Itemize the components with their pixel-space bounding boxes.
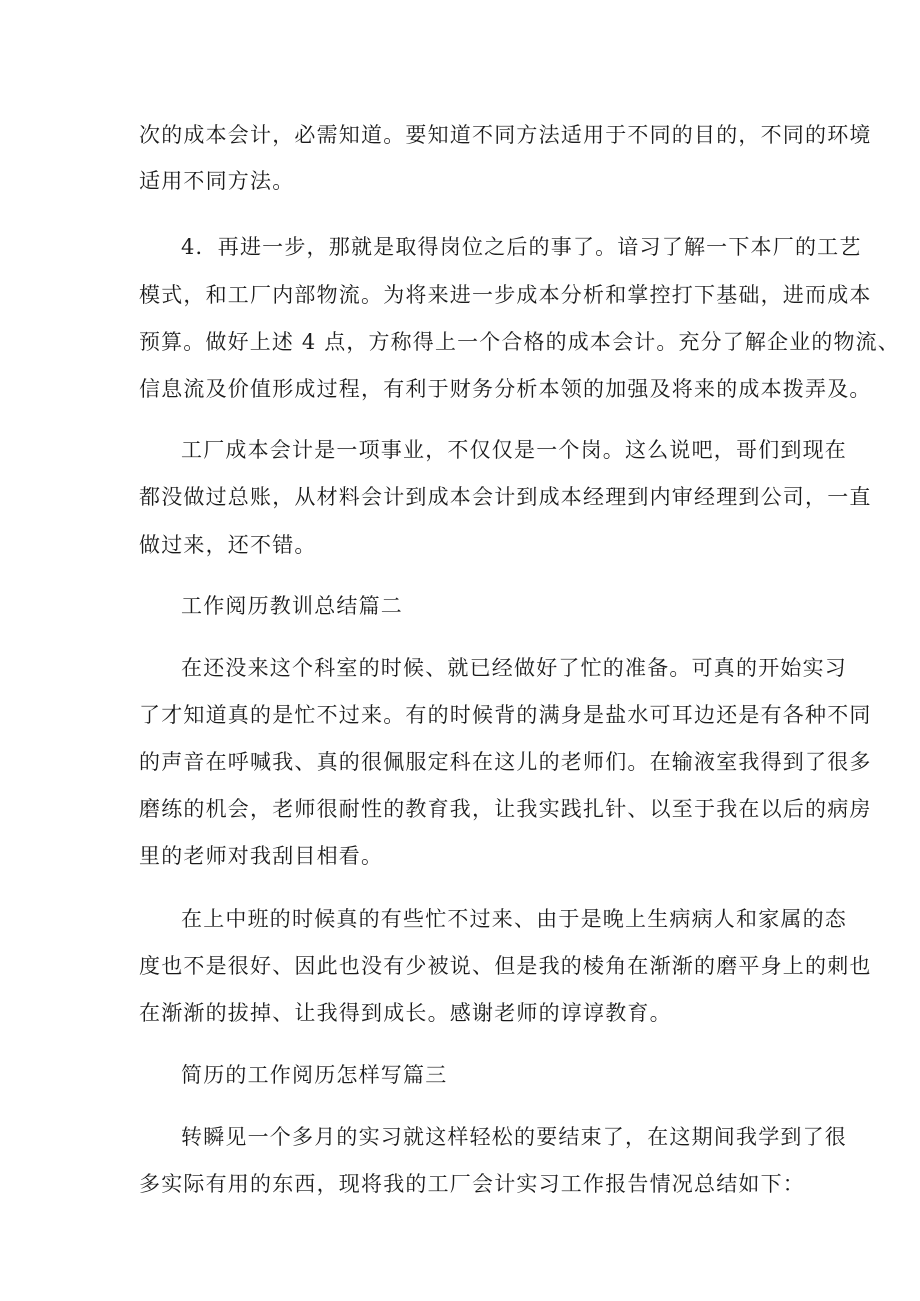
paragraph-4-line-3: 的声音在呼喊我、真的很佩服定科在这儿的老师们。在输液室我得到了很多 bbox=[139, 750, 872, 774]
section-heading-2: 工作阅历教训总结篇二 bbox=[181, 594, 403, 618]
paragraph-3-line-2: 都没做过总账，从材料会计到成本会计到成本经理到内审经理到公司，一直 bbox=[139, 485, 872, 509]
paragraph-3-line-1: 工厂成本会计是一项事业，不仅仅是一个岗。这么说吧，哥们到现在 bbox=[181, 438, 847, 462]
paragraph-1-line-2: 适用不同方法。 bbox=[139, 169, 295, 193]
paragraph-5-line-3: 在渐渐的拔掉、让我得到成长。感谢老师的谆谆教育。 bbox=[139, 1001, 672, 1025]
paragraph-5-line-1: 在上中班的时候真的有些忙不过来、由于是晚上生病病人和家属的态 bbox=[181, 907, 847, 931]
paragraph-4-line-2: 了才知道真的是忙不过来。有的时候背的满身是盐水可耳边还是有各种不同 bbox=[139, 703, 872, 727]
paragraph-6-line-1: 转瞬见一个多月的实习就这样轻松的要结束了，在这期间我学到了很 bbox=[181, 1125, 847, 1149]
paragraph-4-line-4: 磨练的机会，老师很耐性的教育我，让我实践扎针、以至于我在以后的病房 bbox=[139, 797, 872, 821]
paragraph-2-line-4: 信息流及价值形成过程，有利于财务分析本领的加强及将来的成本拨弄及。 bbox=[139, 377, 872, 401]
paragraph-6-line-2: 多实际有用的东西，现将我的工厂会计实习工作报告情况总结如下： bbox=[139, 1172, 805, 1196]
paragraph-2-line-3: 预算。做好上述 4 点，方称得上一个合格的成本会计。充分了解企业的物流、 bbox=[139, 330, 900, 354]
paragraph-4-line-1: 在还没来这个科室的时候、就已经做好了忙的准备。可真的开始实习 bbox=[181, 656, 847, 680]
paragraph-2-line-2: 模式，和工厂内部物流。为将来进一步成本分析和掌控打下基础，进而成本 bbox=[139, 283, 872, 307]
paragraph-2-line-1: 4．再进一步，那就是取得岗位之后的事了。谙习了解一下本厂的工艺 bbox=[181, 235, 862, 259]
paragraph-1-line-1: 次的成本会计，必需知道。要知道不同方法适用于不同的目的，不同的环境 bbox=[139, 123, 872, 147]
paragraph-4-line-5: 里的老师对我刮目相看。 bbox=[139, 844, 384, 868]
paragraph-5-line-2: 度也不是很好、因此也没有少被说、但是我的棱角在渐渐的磨平身上的刺也 bbox=[139, 954, 872, 978]
section-heading-3: 简历的工作阅历怎样写篇三 bbox=[181, 1063, 448, 1087]
paragraph-3-line-3: 做过来，还不错。 bbox=[139, 533, 317, 557]
